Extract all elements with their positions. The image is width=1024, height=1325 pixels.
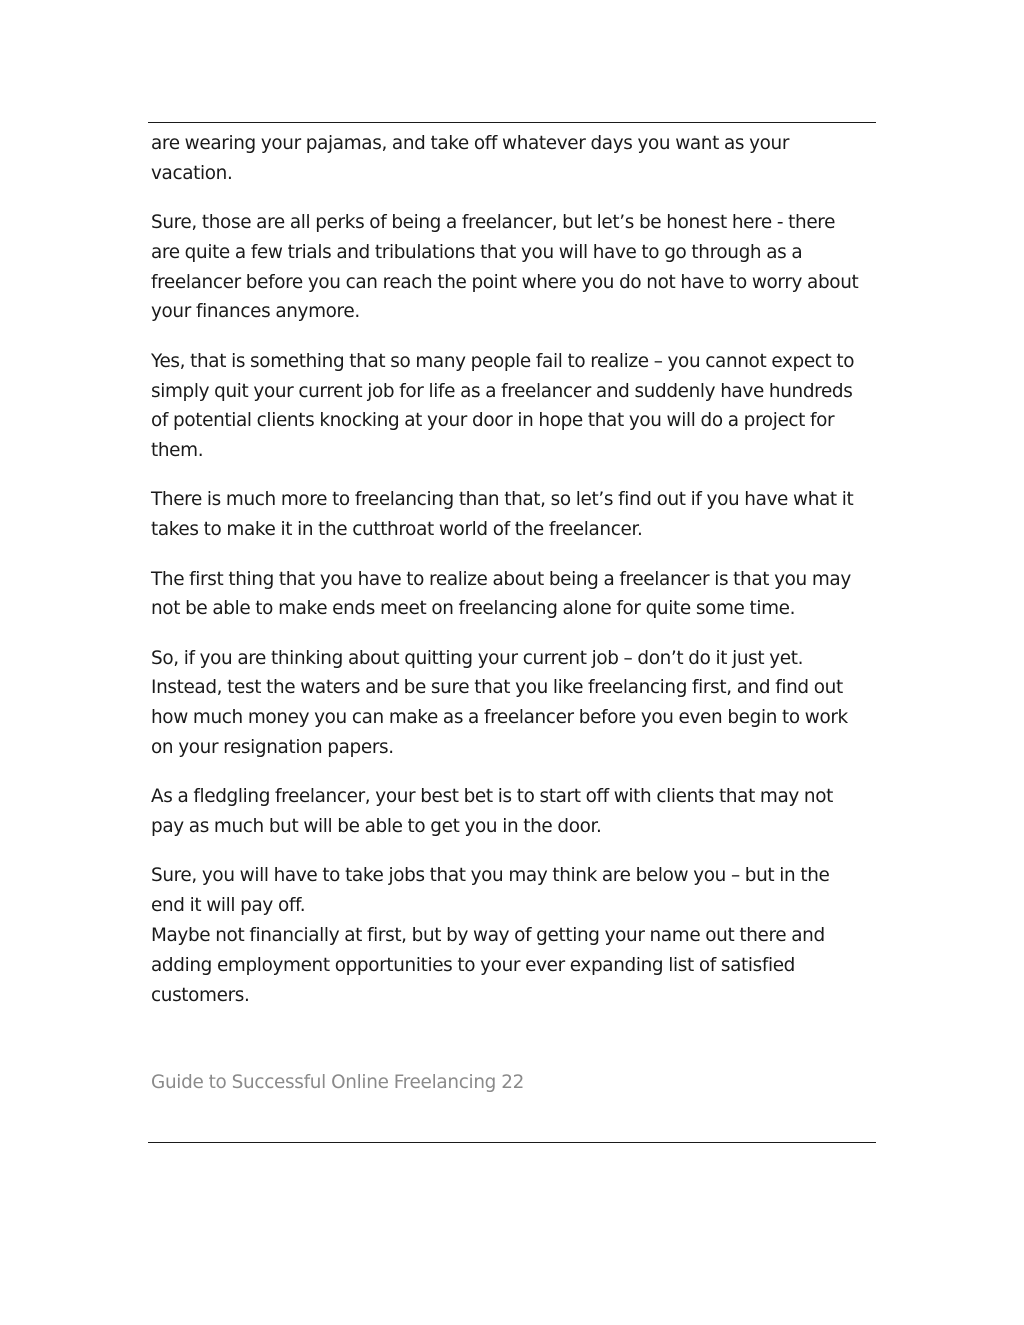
paragraph: Maybe not financially at first, but by way of getting your name out there and adding employment opportunities to your ever expanding list of satisfied customers.	[151, 925, 825, 1006]
paragraph: Yes, that is something that so many people fail to realize – you cannot expect to simply quit your current job for life as a freelancer and suddenly have hundreds of potential clients knocking at your door in hope that you will do a project for them.	[151, 350, 855, 462]
paragraph: There is much more to freelancing than that, so let’s find out if you have what it takes to make it in the cutthroat world of the freelancer.	[151, 489, 854, 541]
header-divider	[148, 122, 876, 123]
page-body	[151, 129, 867, 1010]
paragraph: Sure, you will have to take jobs that you may think are below you – but in the end it will pay off.	[151, 865, 830, 917]
paragraph: The first thing that you have to realize about being a freelancer is that you may not be able to make ends meet on freelancing alone for quite some time.	[151, 568, 851, 620]
paragraph: So, if you are thinking about quitting your current job – don’t do it just yet. Instead, test the waters and be sure that you like freelancing first, and find out how much money you can make as a freelancer before you even begin to work on your resignation papers.	[151, 647, 848, 759]
paragraph: are wearing your pajamas, and take off whatever days you want as your vacation.	[151, 133, 790, 184]
page-footer: Guide to Successful Online Freelancing 22	[151, 1072, 524, 1093]
footer-divider	[148, 1142, 876, 1143]
paragraph: Sure, those are all perks of being a freelancer, but let’s be honest here - there are quite a few trials and tribulations that you will have to go through as a freelancer before you can reach the point where you do not have to worry about your finances anymore.	[151, 212, 859, 323]
paragraph: As a fledgling freelancer, your best bet is to start off with clients that may not pay as much but will be able to get you in the door.	[151, 786, 834, 838]
